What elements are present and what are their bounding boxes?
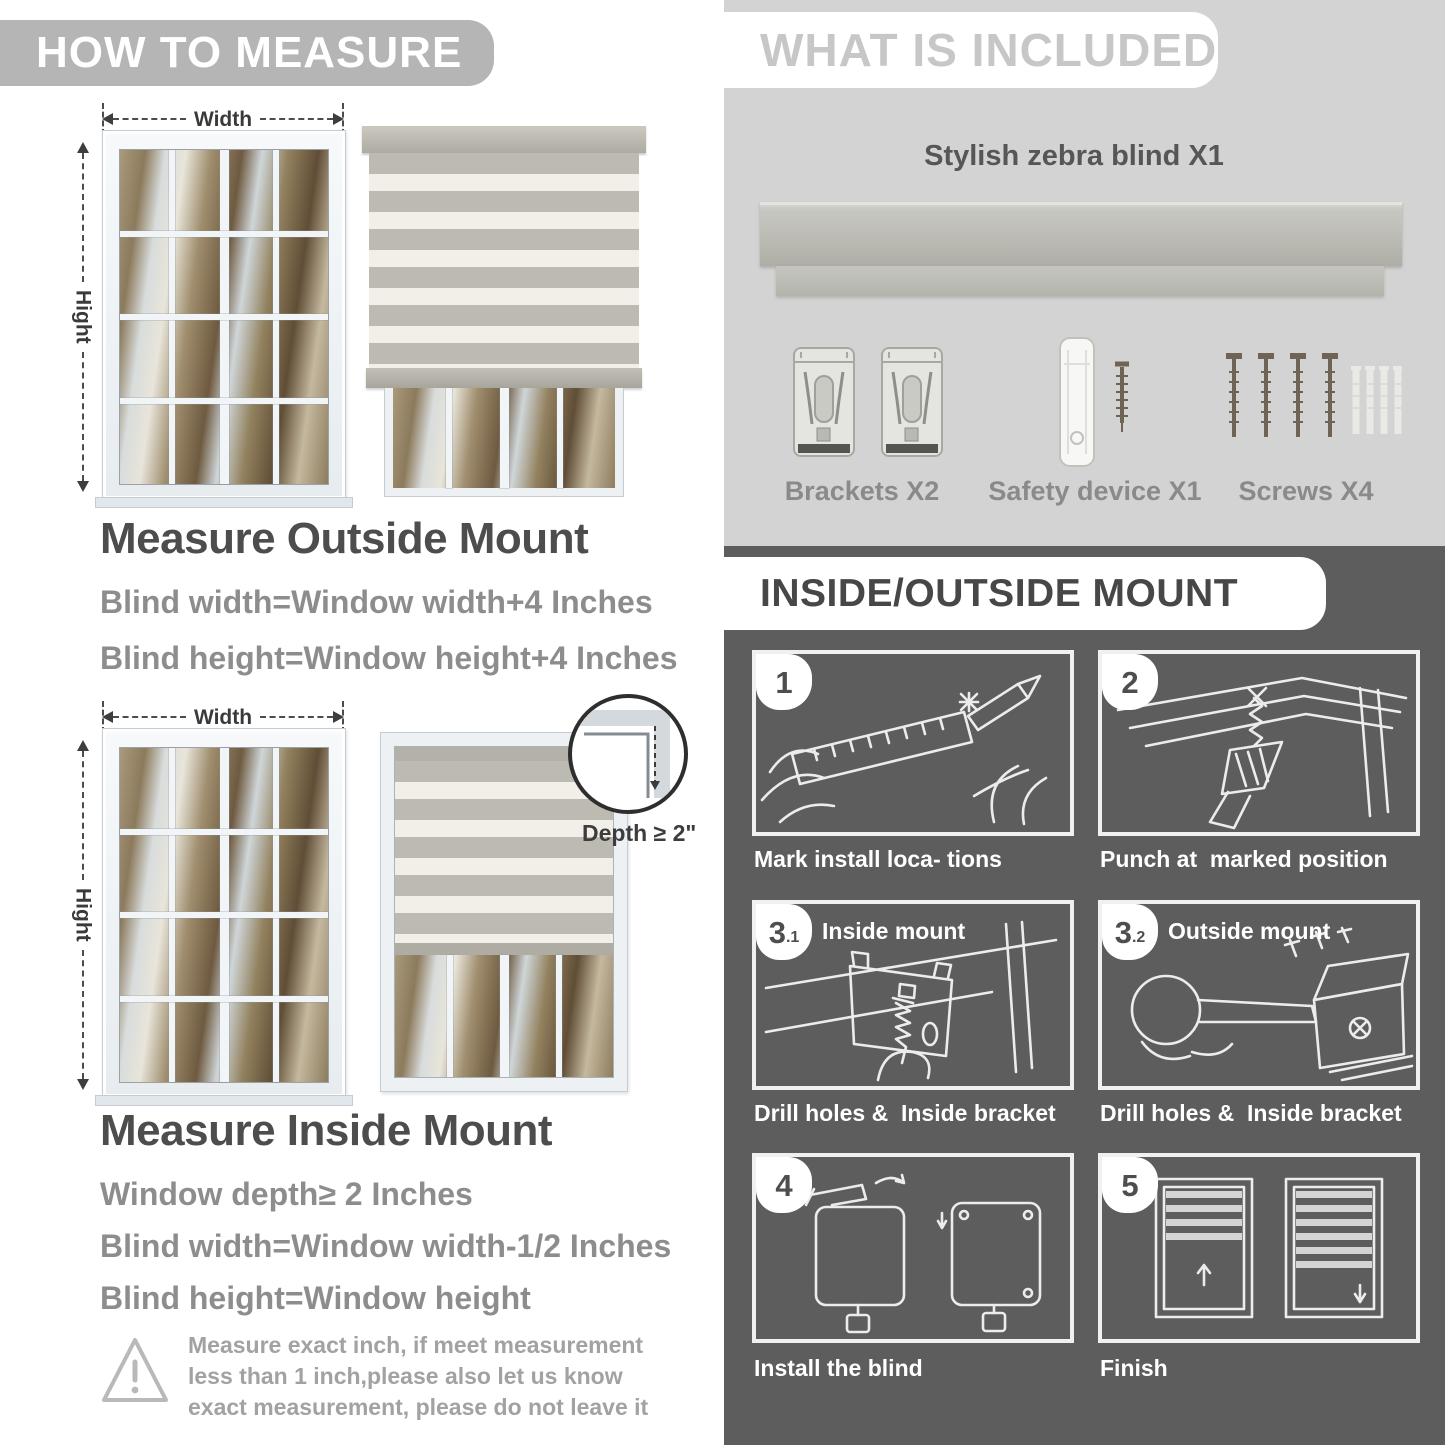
screws-label: Screws X4 — [1238, 476, 1374, 506]
inside-height-arrow — [71, 740, 95, 1090]
step-4-caption: Install the blind — [754, 1355, 923, 1381]
step-3-1-badge: 3 .1 — [756, 904, 812, 960]
blind-headrail-image — [760, 202, 1402, 266]
safety-device-label: Safety device X1 — [988, 476, 1202, 506]
screws-image — [1218, 348, 1402, 465]
inside-mount-heading: Measure Inside Mount — [100, 1106, 553, 1155]
window-illustration-inside — [102, 728, 346, 1098]
outside-height-arrow — [71, 142, 95, 492]
inside-height-label: Hight — [71, 888, 95, 942]
how-to-measure-title: HOW TO MEASURE — [36, 28, 463, 77]
outside-width-label: Width — [193, 107, 253, 131]
step-3-1-title: Inside mount — [822, 918, 966, 944]
outside-height-label: Hight — [71, 290, 95, 344]
step-3-1-panel — [752, 900, 1074, 1090]
step-1-panel — [752, 650, 1074, 836]
blind-headrail-underside — [776, 266, 1384, 296]
inside-mount-rule-height: Blind height=Window height — [100, 1280, 531, 1316]
step-3-1-caption: Drill holes & Inside bracket — [754, 1100, 1056, 1126]
arrow-down-icon — [77, 1079, 89, 1090]
blind-fabric — [369, 153, 639, 368]
blind-bottom-rail — [395, 943, 613, 955]
warning-text: Measure exact inch, if meet measurement less than 1 inch,please also let us know exact measurement, please do not leave it — [188, 1332, 649, 1420]
how-to-measure-header — [0, 20, 494, 86]
brackets-label: Brackets X2 — [784, 476, 940, 506]
step-3-2-caption: Drill holes & Inside bracket — [1100, 1100, 1402, 1126]
step-3-2-badge: 3 .2 — [1102, 904, 1158, 960]
step-1-badge: 1 — [756, 654, 812, 710]
measurement-warning — [100, 1330, 680, 1423]
safety-device-image — [1050, 334, 1150, 481]
window-illustration-outside — [102, 130, 346, 500]
window-sill — [95, 1095, 353, 1106]
depth-requirement-label: Depth ≥ 2" — [582, 820, 697, 846]
blind-bottom-rail — [366, 368, 642, 388]
step-2-panel — [1098, 650, 1420, 836]
product-name-label: Stylish zebra blind X1 — [924, 140, 1224, 172]
window-glass — [119, 747, 329, 1083]
zebra-blind-outside-mount-illustration — [362, 126, 646, 497]
step-2-caption: Punch at marked position — [1100, 846, 1388, 872]
step-1-caption: Mark install loca- tions — [754, 846, 1002, 872]
what-is-included-title: WHAT IS INCLUDED — [760, 24, 1218, 76]
step-4-badge: 4 — [756, 1157, 812, 1213]
warning-triangle-icon — [100, 1330, 170, 1410]
window-corner-detail — [572, 698, 676, 802]
inside-width-label: Width — [193, 705, 253, 729]
arrow-down-icon — [77, 481, 89, 492]
step-3-2-panel — [1098, 900, 1420, 1090]
step-5-panel — [1098, 1153, 1420, 1343]
step-3-2-title: Outside mount — [1168, 918, 1331, 944]
outside-mount-rule-width: Blind width=Window width+4 Inches — [100, 584, 653, 620]
window-glass-below-blind — [395, 955, 613, 1077]
window-sill — [95, 497, 353, 508]
inside-mount-rule-width: Blind width=Window width-1/2 Inches — [100, 1228, 672, 1264]
step-4-panel — [752, 1153, 1074, 1343]
window-glass — [119, 149, 329, 485]
blind-headrail — [362, 126, 646, 153]
step-5-caption: Finish — [1100, 1355, 1168, 1381]
inside-width-arrow — [102, 705, 344, 729]
brackets-image — [788, 342, 948, 475]
window-depth-inset — [568, 694, 688, 814]
step-5-badge: 5 — [1102, 1157, 1158, 1213]
inside-outside-mount-title: INSIDE/OUTSIDE MOUNT — [760, 571, 1239, 615]
arrow-up-icon — [77, 142, 89, 153]
outside-width-arrow — [102, 107, 344, 131]
what-is-included-header — [724, 12, 1218, 88]
arrow-up-icon — [77, 740, 89, 751]
outside-mount-rule-height: Blind height=Window height+4 Inches — [100, 640, 678, 676]
window-below-blind — [384, 388, 624, 497]
inside-mount-rule-depth: Window depth≥ 2 Inches — [100, 1176, 473, 1212]
inside-outside-mount-header — [724, 557, 1326, 630]
outside-mount-heading: Measure Outside Mount — [100, 514, 589, 563]
step-2-badge: 2 — [1102, 654, 1158, 710]
